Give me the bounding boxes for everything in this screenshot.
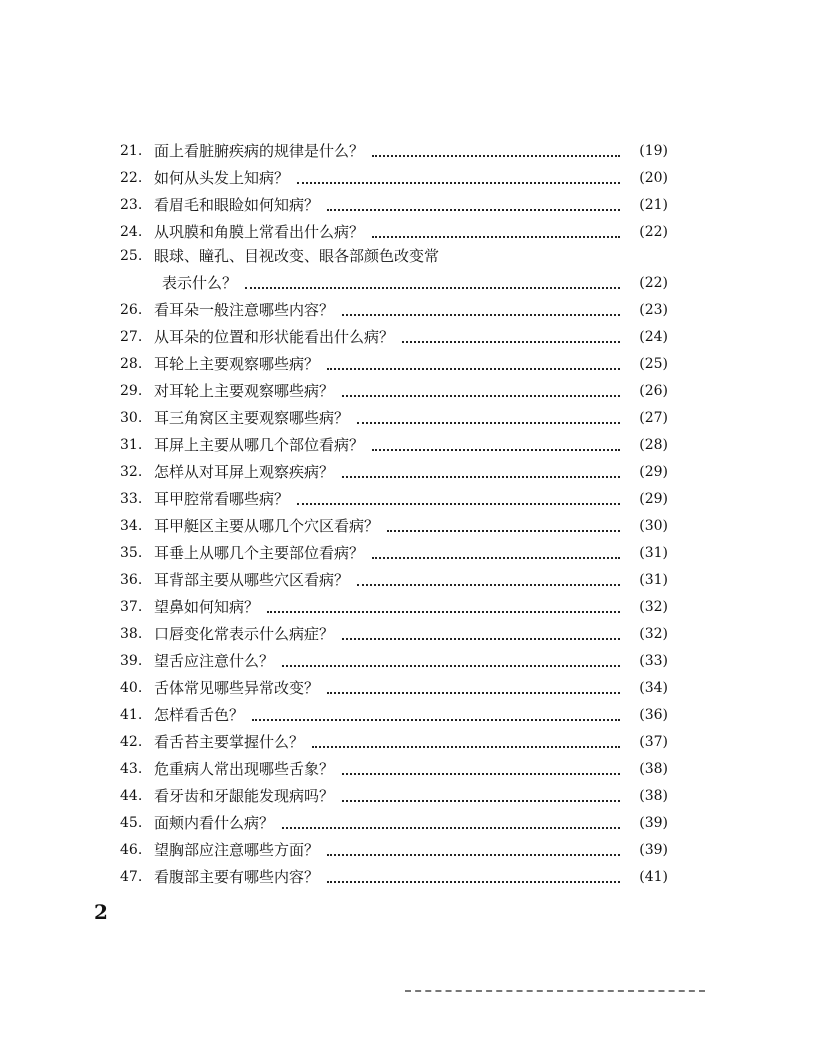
toc-entry-title: 看牙齿和牙龈能发现病吗？ bbox=[154, 787, 335, 805]
toc-entry-number: 45. bbox=[120, 815, 143, 831]
toc-entry-number: 37. bbox=[120, 599, 143, 615]
toc-entry-title: 耳背部主要从哪些穴区看病？ bbox=[154, 571, 350, 589]
toc-entry-page: (38) bbox=[639, 788, 668, 804]
leader-dots bbox=[357, 422, 620, 424]
toc-entry bbox=[120, 486, 668, 513]
toc-entry bbox=[120, 351, 668, 378]
toc-entry-page: (39) bbox=[639, 842, 668, 858]
toc-entry-number: 30. bbox=[120, 410, 143, 426]
leader-dots bbox=[282, 827, 620, 829]
toc-entry-number: 22. bbox=[120, 170, 143, 186]
toc-entry bbox=[120, 165, 668, 192]
toc-entry bbox=[120, 621, 668, 648]
toc-entry-title: 从耳朵的位置和形状能看出什么病？ bbox=[154, 328, 395, 346]
toc-entry-title: 从巩膜和角膜上常看出什么病？ bbox=[154, 223, 365, 241]
page-number: 2 bbox=[94, 900, 108, 924]
toc-entry-title: 望舌应注意什么？ bbox=[154, 652, 275, 670]
toc-entry-title: 危重病人常出现哪些舌象？ bbox=[154, 760, 335, 778]
toc-entry-continued bbox=[120, 270, 668, 297]
toc-entry bbox=[120, 729, 668, 756]
toc-entry bbox=[120, 567, 668, 594]
leader-dots bbox=[245, 287, 620, 289]
toc-entry bbox=[120, 138, 668, 165]
leader-dots bbox=[327, 881, 620, 883]
toc-entry-page: (32) bbox=[639, 626, 668, 642]
toc-entry bbox=[120, 513, 668, 540]
leader-dots bbox=[372, 449, 620, 451]
toc-entry-page: (41) bbox=[639, 869, 668, 885]
toc-entry bbox=[120, 246, 668, 270]
toc-entry-page: (22) bbox=[639, 224, 668, 240]
toc-entry-number: 24. bbox=[120, 224, 143, 240]
toc-entry-number: 25. bbox=[120, 248, 143, 264]
toc-entry-number: 41. bbox=[120, 707, 143, 723]
toc-entry-number: 47. bbox=[120, 869, 143, 885]
leader-dots bbox=[372, 155, 620, 157]
toc-entry-number: 44. bbox=[120, 788, 143, 804]
leader-dots bbox=[402, 341, 620, 343]
toc-entry-number: 43. bbox=[120, 761, 143, 777]
toc-entry bbox=[120, 864, 668, 891]
leader-dots bbox=[342, 773, 620, 775]
toc-entry bbox=[120, 459, 668, 486]
toc-entry-title: 看舌苔主要掌握什么？ bbox=[154, 733, 305, 751]
toc-entry-page: (26) bbox=[639, 383, 668, 399]
toc-entry-page: (38) bbox=[639, 761, 668, 777]
toc-entry-title: 看腹部主要有哪些内容？ bbox=[154, 868, 320, 886]
toc-entry-page: (34) bbox=[639, 680, 668, 696]
toc-entry-title: 看耳朵一般注意哪些内容？ bbox=[154, 301, 335, 319]
toc-entry bbox=[120, 675, 668, 702]
toc-entry-number: 36. bbox=[120, 572, 143, 588]
toc-entry bbox=[120, 378, 668, 405]
toc-entry-page: (33) bbox=[639, 653, 668, 669]
toc-entry-title-continued: 表示什么？ bbox=[162, 274, 238, 292]
toc-entry-title: 望胸部应注意哪些方面？ bbox=[154, 841, 320, 859]
toc-entry-number: 23. bbox=[120, 197, 143, 213]
toc-entry-number: 33. bbox=[120, 491, 143, 507]
toc-entry-title: 怎样看舌色？ bbox=[154, 706, 245, 724]
toc-entry-title: 如何从头发上知病？ bbox=[154, 169, 290, 187]
toc-entry-title: 看眉毛和眼睑如何知病？ bbox=[154, 196, 320, 214]
toc-entry-page: (28) bbox=[639, 437, 668, 453]
toc-entry-number: 35. bbox=[120, 545, 143, 561]
toc-entry-page: (37) bbox=[639, 734, 668, 750]
leader-dots bbox=[282, 665, 620, 667]
toc-entry-page: (24) bbox=[639, 329, 668, 345]
toc-entry bbox=[120, 837, 668, 864]
leader-dots bbox=[267, 611, 620, 613]
toc-entry-page: (21) bbox=[639, 197, 668, 213]
toc-entry-number: 28. bbox=[120, 356, 143, 372]
leader-dots bbox=[342, 638, 620, 640]
leader-dots bbox=[342, 800, 620, 802]
leader-dots bbox=[312, 746, 620, 748]
toc-entry-number: 21. bbox=[120, 143, 143, 159]
toc-entry-title: 耳三角窝区主要观察哪些病？ bbox=[154, 409, 350, 427]
toc-entry-page: (29) bbox=[639, 491, 668, 507]
toc-entry bbox=[120, 219, 668, 246]
scan-artifact-line bbox=[405, 988, 705, 992]
toc-entry bbox=[120, 297, 668, 324]
toc-entry-number: 29. bbox=[120, 383, 143, 399]
toc-entry-number: 40. bbox=[120, 680, 143, 696]
toc-entry-title: 面颊内看什么病？ bbox=[154, 814, 275, 832]
leader-dots bbox=[372, 557, 620, 559]
toc-entry-title: 怎样从对耳屏上观察疾病？ bbox=[154, 463, 335, 481]
leader-dots bbox=[327, 692, 620, 694]
toc-entry bbox=[120, 702, 668, 729]
toc-entry-title: 口唇变化常表示什么病症？ bbox=[154, 625, 335, 643]
toc-entry-page: (19) bbox=[639, 143, 668, 159]
toc-entry bbox=[120, 594, 668, 621]
toc-entry-title: 耳垂上从哪几个主要部位看病？ bbox=[154, 544, 365, 562]
leader-dots bbox=[342, 314, 620, 316]
toc-entry-number: 32. bbox=[120, 464, 143, 480]
toc-entry-title: 耳甲艇区主要从哪几个穴区看病？ bbox=[154, 517, 380, 535]
toc-entry bbox=[120, 324, 668, 351]
toc-entry-page: (23) bbox=[639, 302, 668, 318]
leader-dots bbox=[357, 584, 620, 586]
toc-entry-title: 舌体常见哪些异常改变？ bbox=[154, 679, 320, 697]
leader-dots bbox=[342, 476, 620, 478]
leader-dots bbox=[252, 719, 620, 721]
toc-entry-page: (36) bbox=[639, 707, 668, 723]
leader-dots bbox=[387, 530, 620, 532]
toc-entry-number: 27. bbox=[120, 329, 143, 345]
toc-entry-page: (27) bbox=[639, 410, 668, 426]
toc-entry bbox=[120, 783, 668, 810]
toc-entry-page: (31) bbox=[639, 572, 668, 588]
toc-entry-number: 42. bbox=[120, 734, 143, 750]
toc-entry-title: 耳屏上主要从哪几个部位看病？ bbox=[154, 436, 365, 454]
toc-entry-title: 耳甲腔常看哪些病？ bbox=[154, 490, 290, 508]
toc-entry bbox=[120, 756, 668, 783]
toc-entry-number: 39. bbox=[120, 653, 143, 669]
toc-entry-number: 46. bbox=[120, 842, 143, 858]
toc-entry-number: 31. bbox=[120, 437, 143, 453]
toc-entry-title: 耳轮上主要观察哪些病？ bbox=[154, 355, 320, 373]
toc-entry bbox=[120, 405, 668, 432]
toc-entry-title: 眼球、瞳孔、目视改变、眼各部颜色改变常 bbox=[154, 247, 440, 265]
toc-entry-page: (39) bbox=[639, 815, 668, 831]
toc-entry-page: (32) bbox=[639, 599, 668, 615]
toc-entry-title: 望鼻如何知病？ bbox=[154, 598, 260, 616]
toc-entry bbox=[120, 648, 668, 675]
leader-dots bbox=[327, 209, 620, 211]
toc-entry bbox=[120, 540, 668, 567]
toc-entry-title: 面上看脏腑疾病的规律是什么？ bbox=[154, 142, 365, 160]
leader-dots bbox=[297, 503, 620, 505]
toc-entry bbox=[120, 192, 668, 219]
toc-entry-page: (29) bbox=[639, 464, 668, 480]
toc-entry bbox=[120, 810, 668, 837]
toc-entry-page: (31) bbox=[639, 545, 668, 561]
toc-entry-number: 26. bbox=[120, 302, 143, 318]
leader-dots bbox=[327, 368, 620, 370]
toc-entry bbox=[120, 432, 668, 459]
toc-entry-title: 对耳轮上主要观察哪些病？ bbox=[154, 382, 335, 400]
leader-dots bbox=[342, 395, 620, 397]
toc-entry-page: (22) bbox=[639, 275, 668, 291]
table-of-contents bbox=[120, 138, 668, 891]
toc-entry-page: (30) bbox=[639, 518, 668, 534]
toc-entry-number: 38. bbox=[120, 626, 143, 642]
toc-entry-page: (20) bbox=[639, 170, 668, 186]
toc-entry-page: (25) bbox=[639, 356, 668, 372]
leader-dots bbox=[327, 854, 620, 856]
toc-entry-number: 34. bbox=[120, 518, 143, 534]
leader-dots bbox=[372, 236, 620, 238]
leader-dots bbox=[297, 182, 620, 184]
